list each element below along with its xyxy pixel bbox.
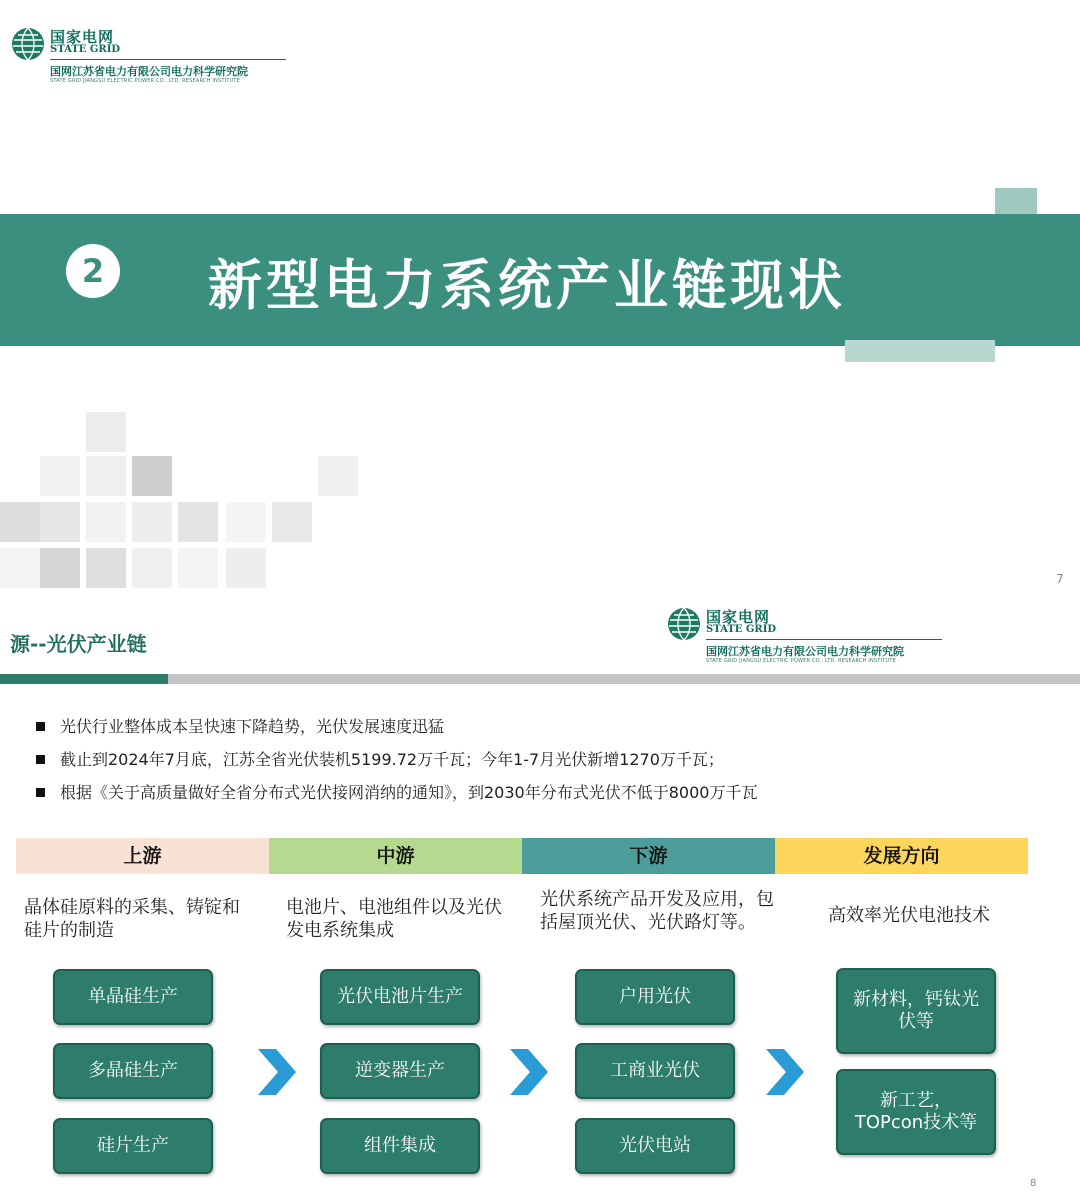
logo-cn-text: 国家电网 (706, 608, 771, 626)
slide-section-title (0, 0, 1080, 600)
page-number: 8 (1030, 1178, 1037, 1189)
node-upstream: 多晶硅生产 (53, 1043, 213, 1099)
slide-title: 源--光伏产业链 (10, 632, 147, 656)
slide-pv-industry-chain (0, 600, 1080, 1201)
stage-description-midstream: 电池片、电池组件以及光伏发电系统集成 (286, 897, 502, 941)
mosaic-tile (0, 548, 40, 588)
page-number: 7 (1056, 572, 1064, 586)
bullet-text: 截止到2024年7月底，江苏全省光伏装机5199.72万千瓦；今年1-7月光伏新增1270万千瓦； (60, 750, 724, 769)
bullet-marker-icon (36, 722, 45, 731)
mosaic-tile (318, 456, 358, 496)
mosaic-tile (132, 502, 172, 542)
mosaic-tile (226, 548, 266, 588)
chevron-right-icon (506, 1047, 552, 1097)
mosaic-tile (40, 456, 80, 496)
stage-description-upstream: 晶体硅原料的采集、铸锭和硅片的制造 (24, 897, 240, 941)
logo-institute-text: 国网江苏省电力有限公司电力科学研究院 (50, 65, 248, 78)
chevron-right-icon (254, 1047, 300, 1097)
logo-institute-en-text: STATE GRID JIANGSU ELECTRIC POWER CO., LTD. RESEARCH INSTITUTE (706, 658, 897, 664)
node-upstream: 硅片生产 (53, 1118, 213, 1174)
bullet-marker-icon (36, 755, 45, 764)
logo-divider (706, 639, 942, 640)
mosaic-tile (132, 548, 172, 588)
logo-en-text: STATE GRID (50, 44, 121, 55)
mosaic-tile (40, 502, 80, 542)
node-midstream: 光伏电池片生产 (320, 969, 480, 1025)
stage-header-direction: 发展方向 (775, 838, 1028, 874)
node-direction: 新工艺，TOPcon技术等 (836, 1069, 996, 1155)
mosaic-tile (132, 456, 172, 496)
bullet-list (36, 710, 1036, 809)
bullet-item (36, 710, 1036, 743)
stage-header-downstream: 下游 (522, 838, 775, 874)
stage-description-downstream: 光伏系统产品开发及应用，包括屋顶光伏、光伏路灯等。 (540, 889, 774, 933)
section-number-badge: 2 (66, 244, 120, 298)
stage-description-direction: 高效率光伏电池技术 (828, 905, 990, 926)
bullet-text: 根据《关于高质量做好全省分布式光伏接网消纳的通知》，到2030年分布式光伏不低于8000万千瓦 (60, 783, 758, 802)
node-downstream: 户用光伏 (575, 969, 735, 1025)
bullet-text: 光伏行业整体成本呈快速下降趋势，光伏发展速度迅猛 (60, 717, 445, 736)
logo-institute-text: 国网江苏省电力有限公司电力科学研究院 (706, 645, 904, 658)
globe-icon (10, 26, 46, 62)
decor-strip (845, 340, 995, 362)
bullet-marker-icon (36, 788, 45, 797)
node-direction: 新材料，钙钛光伏等 (836, 968, 996, 1054)
globe-icon (666, 606, 702, 642)
mosaic-tile (226, 502, 266, 542)
mosaic-tile (40, 548, 80, 588)
node-upstream: 单晶硅生产 (53, 969, 213, 1025)
mosaic-tile (86, 456, 126, 496)
stage-header-upstream: 上游 (16, 838, 269, 874)
bullet-item (36, 743, 1036, 776)
mosaic-tile (0, 502, 40, 542)
chevron-right-icon (762, 1047, 808, 1097)
mosaic-tile (86, 548, 126, 588)
mosaic-tile (272, 502, 312, 542)
slide-title: 新型电力系统产业链现状 (208, 254, 846, 317)
header-rule-accent (0, 674, 168, 684)
node-downstream: 工商业光伏 (575, 1043, 735, 1099)
logo-institute-en-text: STATE GRID JIANGSU ELECTRIC POWER CO., LTD. RESEARCH INSTITUTE (50, 78, 241, 84)
bullet-item (36, 776, 1036, 809)
stage-header-midstream: 中游 (269, 838, 522, 874)
mosaic-tile (86, 502, 126, 542)
logo-divider (50, 59, 286, 60)
node-midstream: 组件集成 (320, 1118, 480, 1174)
logo-cn-text: 国家电网 (50, 28, 115, 46)
mosaic-tile (178, 502, 218, 542)
logo-en-text: STATE GRID (706, 624, 777, 635)
node-downstream: 光伏电站 (575, 1118, 735, 1174)
node-midstream: 逆变器生产 (320, 1043, 480, 1099)
mosaic-tile (178, 548, 218, 588)
mosaic-tile (86, 412, 126, 452)
